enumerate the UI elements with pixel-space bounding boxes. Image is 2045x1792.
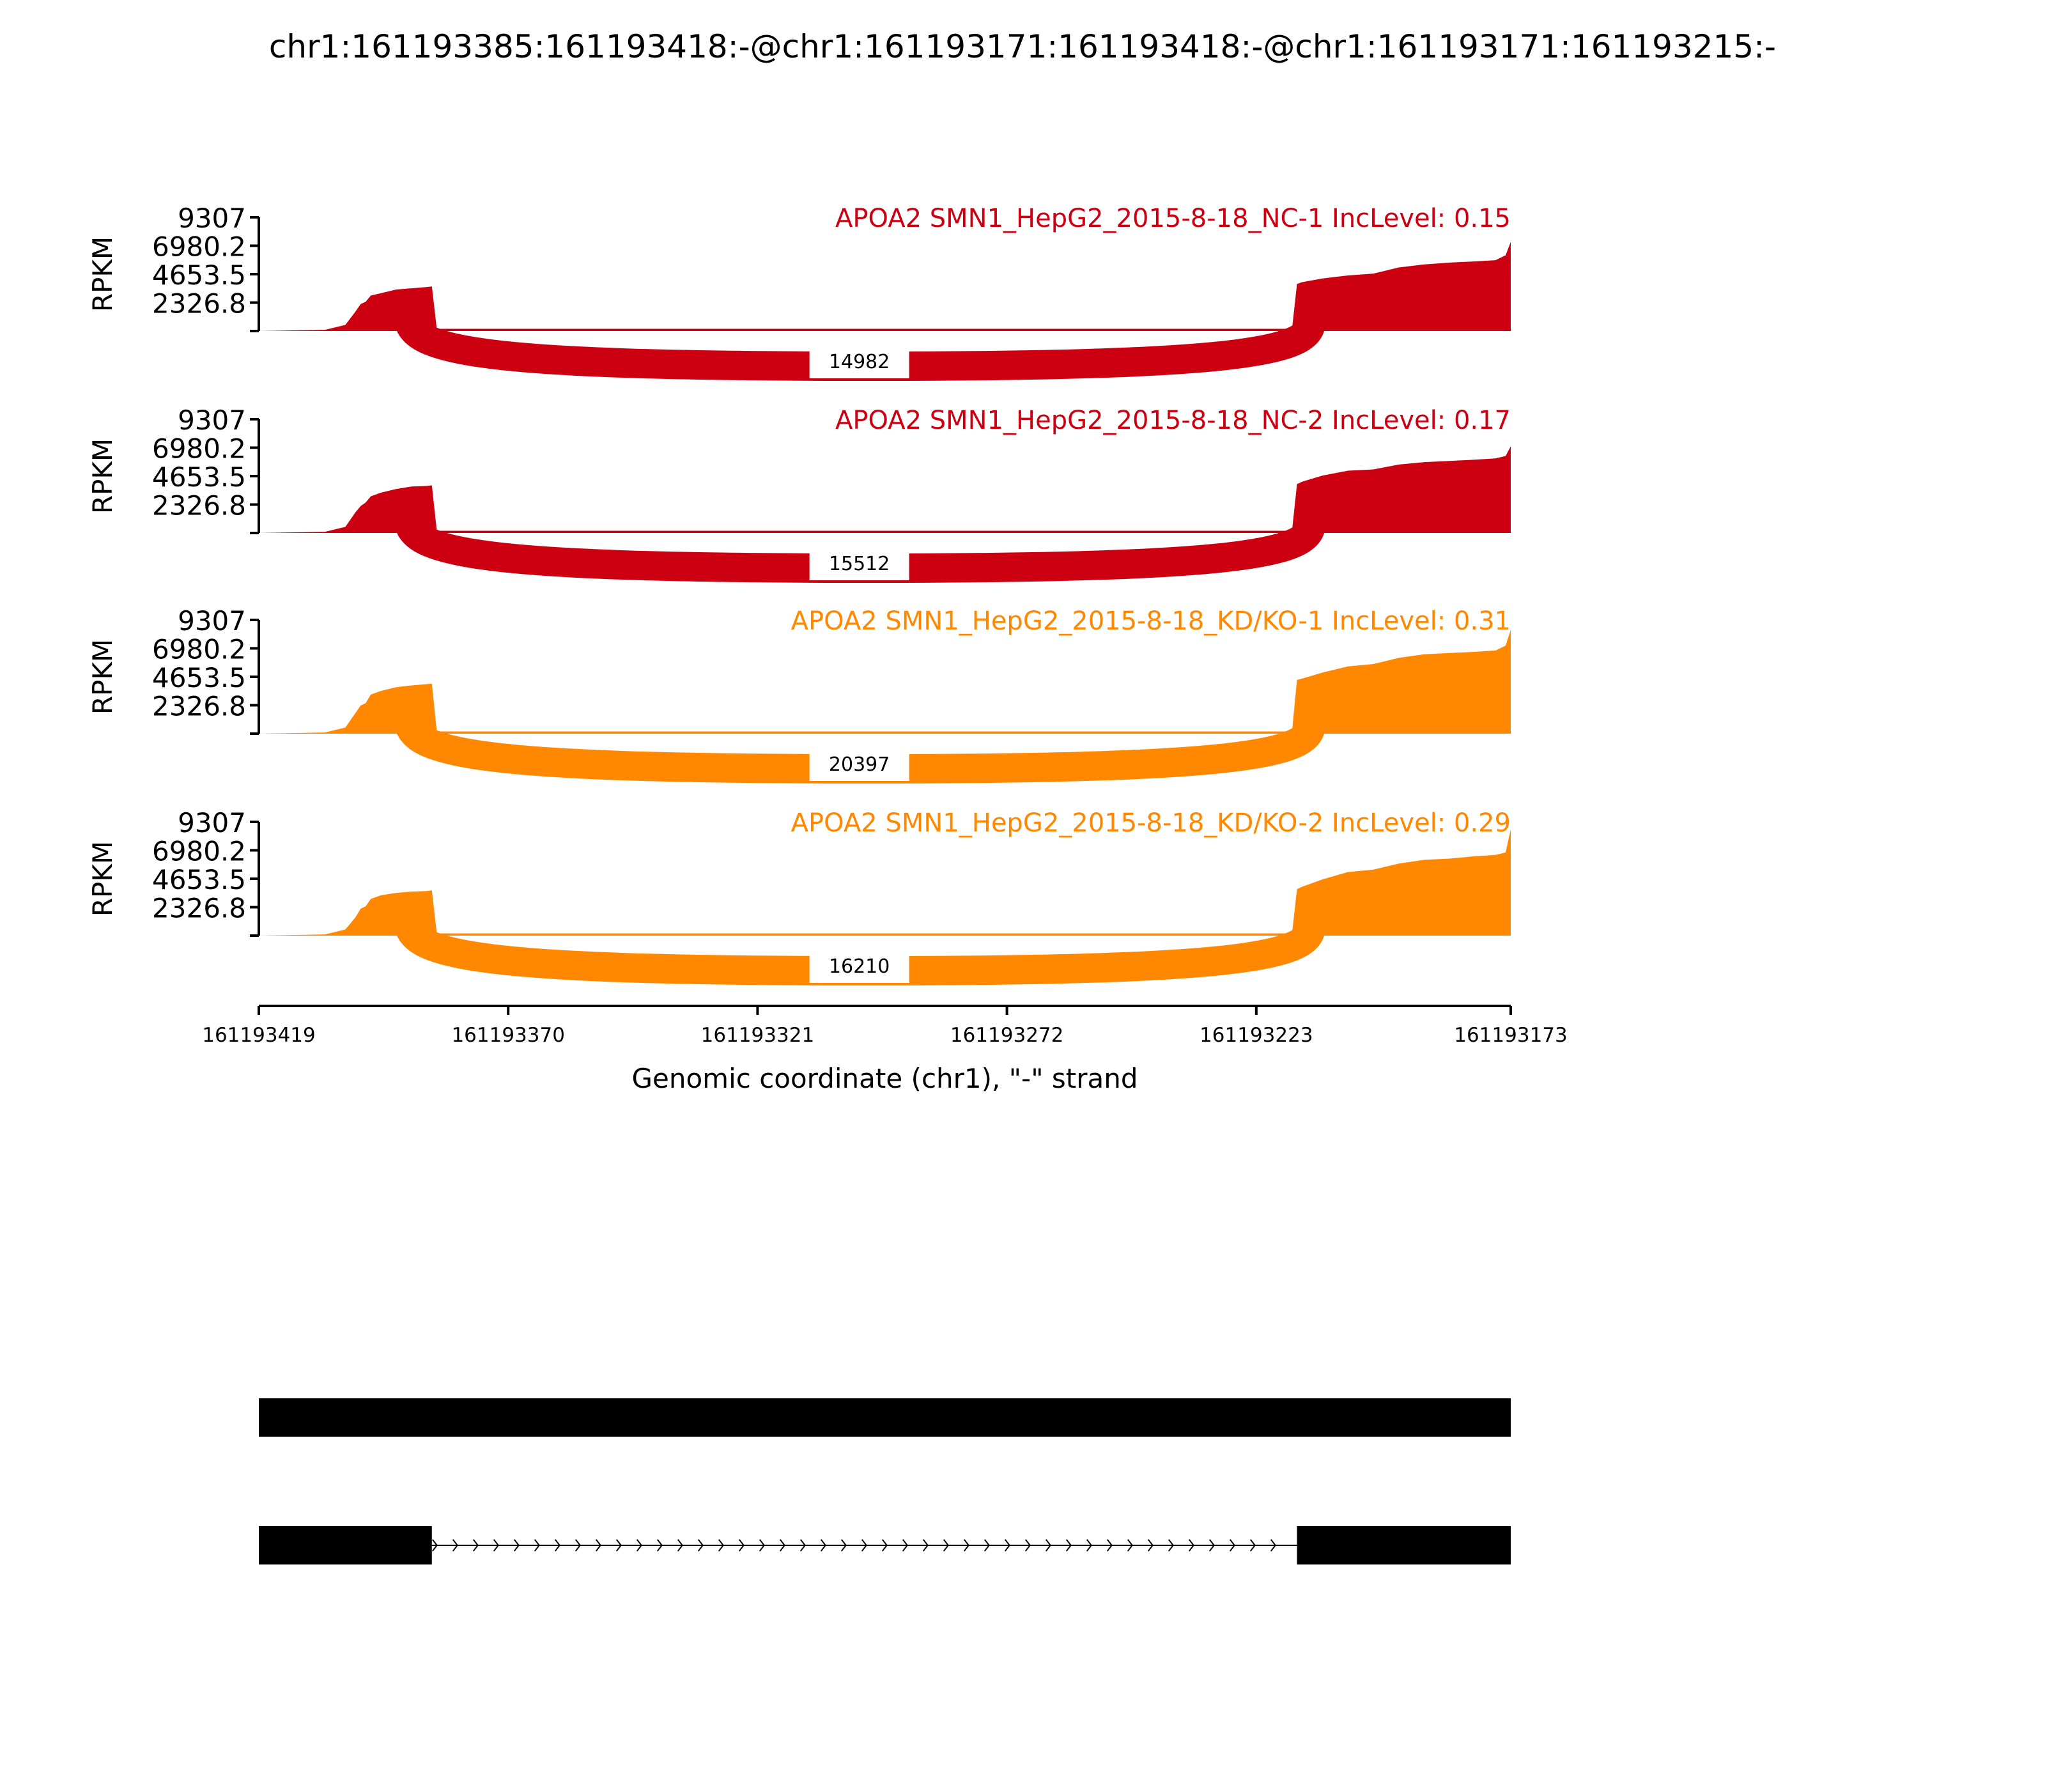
y-axis-label: RPKM: [87, 236, 118, 313]
junction-count: 16210: [828, 955, 890, 978]
y-tick-label: 6980.2: [152, 433, 246, 465]
sample-panel: [87, 605, 1511, 781]
x-axis-label: Genomic coordinate (chr1), "-" strand: [631, 1063, 1138, 1094]
x-tick-label: 161193223: [1200, 1024, 1313, 1047]
sample-panel: [87, 807, 1511, 983]
y-tick-label: 9307: [178, 605, 246, 637]
x-tick-label: 161193419: [202, 1024, 316, 1047]
y-tick-label: 2326.8: [152, 892, 246, 924]
exon-block: [1297, 1526, 1511, 1564]
exon-block: [259, 1398, 1511, 1437]
y-tick-label: 6980.2: [152, 231, 246, 263]
transcript-track: [259, 1526, 1511, 1564]
sample-title: APOA2 SMN1_HepG2_2015-8-18_KD/KO-1 IncLevel: 0.31: [791, 606, 1511, 636]
y-axis: [87, 405, 259, 533]
y-tick-label: 2326.8: [152, 690, 246, 722]
y-tick-label: 6980.2: [152, 633, 246, 665]
y-tick-label: 2326.8: [152, 288, 246, 320]
y-tick-label: 4653.5: [152, 259, 246, 291]
x-tick-label: 161193321: [700, 1024, 815, 1047]
y-axis-label: RPKM: [87, 638, 118, 715]
y-tick-label: 4653.5: [152, 461, 246, 493]
y-tick-label: 6980.2: [152, 835, 246, 867]
sample-panel: [87, 203, 1511, 378]
x-tick-label: 161193370: [451, 1024, 565, 1047]
x-axis: [202, 1006, 1568, 1094]
annotation-tracks: [259, 1398, 1511, 1564]
y-axis-label: RPKM: [87, 840, 118, 917]
sample-title: APOA2 SMN1_HepG2_2015-8-18_NC-2 IncLevel: 0.17: [835, 406, 1511, 435]
y-tick-label: 9307: [178, 807, 246, 838]
y-tick-label: 2326.8: [152, 490, 246, 521]
y-tick-label: 4653.5: [152, 662, 246, 693]
x-tick-label: 161193173: [1454, 1024, 1568, 1047]
y-axis: [87, 605, 259, 734]
exon-block: [259, 1526, 432, 1564]
sashimi-panels: [87, 203, 1511, 983]
sample-panel: [87, 405, 1511, 580]
y-axis: [87, 203, 259, 331]
y-axis: [87, 807, 259, 936]
junction-count: 14982: [828, 351, 890, 373]
y-tick-label: 9307: [178, 203, 246, 234]
figure-title: chr1:161193385:161193418:-@chr1:161193171:161193418:-@chr1:161193171:161193215:-: [268, 28, 1777, 65]
y-axis-label: RPKM: [87, 438, 118, 514]
y-tick-label: 4653.5: [152, 864, 246, 895]
sample-title: APOA2 SMN1_HepG2_2015-8-18_KD/KO-2 IncLevel: 0.29: [791, 808, 1511, 838]
y-tick-label: 9307: [178, 405, 246, 436]
junction-count: 20397: [828, 753, 890, 776]
transcript-track: [259, 1398, 1511, 1437]
x-tick-label: 161193272: [950, 1024, 1064, 1047]
junction-count: 15512: [828, 553, 890, 575]
sample-title: APOA2 SMN1_HepG2_2015-8-18_NC-1 IncLevel: 0.15: [835, 204, 1511, 233]
